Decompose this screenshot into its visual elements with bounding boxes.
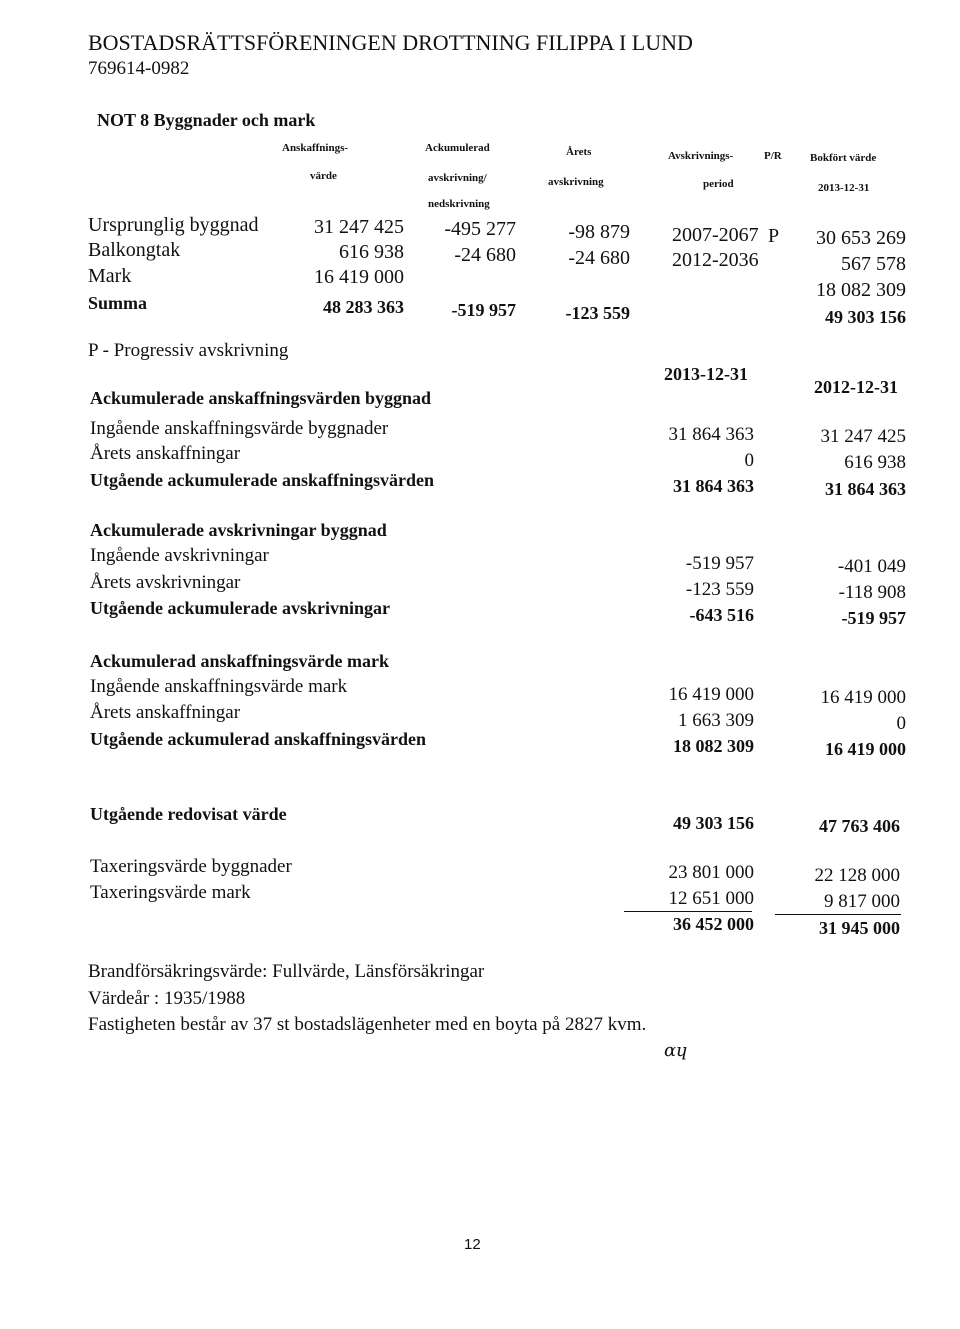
page-number: 12 — [464, 1236, 481, 1253]
section-row-value-2012: 0 — [896, 713, 906, 734]
row-label: Mark — [88, 265, 132, 287]
column-header-2013: 2013-12-31 — [664, 364, 748, 384]
section-row-value-2013: 31 864 363 — [668, 424, 754, 445]
section-row-value-2012: -401 049 — [837, 556, 906, 577]
section-row-value-2013: 18 082 309 — [673, 736, 754, 756]
footer-line-1: Brandförsäkringsvärde: Fullvärde, Länsförsäkringar — [88, 961, 485, 982]
section-row-value-2012: 31 864 363 — [825, 479, 906, 499]
row-period: 2007-2067 — [672, 224, 759, 246]
header-anskaffning-1: Anskaffnings- — [282, 142, 349, 154]
row-anskaffning: 16 419 000 — [314, 266, 404, 288]
row-anskaffning: 31 247 425 — [314, 216, 404, 238]
row-pr: P — [768, 225, 780, 247]
section-row-label: Ingående anskaffningsvärde byggnader — [90, 418, 389, 439]
section-row-label: Ingående avskrivningar — [90, 545, 269, 566]
section-title: Ackumulerade avskrivningar byggnad — [90, 520, 387, 540]
org-name: BOSTADSRÄTTSFÖRENINGEN DROTTNING FILIPPA I LUND — [88, 30, 693, 55]
summa-arets: -123 559 — [565, 303, 630, 323]
summa-anskaffning: 48 283 363 — [323, 297, 404, 317]
section-row-value-2013: -643 516 — [689, 605, 754, 625]
section-row-value-2012: 616 938 — [844, 452, 906, 473]
header-ackum-1: Ackumulerad — [425, 142, 490, 154]
summa-label: Summa — [88, 293, 148, 313]
header-period-1: Avskrivnings- — [668, 150, 734, 162]
section-row-value-2013: -123 559 — [685, 579, 754, 600]
section-row-value-2013: 31 864 363 — [673, 476, 754, 496]
section-row-value-2012: 31 247 425 — [820, 426, 906, 447]
summa-ackum: -519 957 — [451, 300, 516, 320]
section-row-label: Utgående ackumulerade anskaffningsvärden — [90, 470, 435, 490]
section-title: Ackumulerad anskaffningsvärde mark — [90, 651, 390, 671]
section-row-value-2013: -519 957 — [685, 553, 754, 574]
header-ackum-3: nedskrivning — [428, 198, 490, 210]
section-row-label: Årets anskaffningar — [90, 443, 241, 464]
taxering-total-2013: 36 452 000 — [673, 914, 754, 934]
header-anskaffning-2: värde — [310, 170, 337, 182]
taxering-value-2013: 12 651 000 — [668, 888, 754, 909]
header-bokfort-2: 2013-12-31 — [818, 182, 870, 194]
footer-line-3: Fastigheten består av 37 st bostadslägenheter med en boyta på 2827 kvm. — [88, 1014, 647, 1035]
footer-line-2: Värdeår : 1935/1988 — [88, 988, 246, 1009]
section-row-label: Utgående ackumulerad anskaffningsvärden — [90, 729, 427, 749]
sum-underline — [775, 914, 901, 915]
row-bokfort: 567 578 — [841, 253, 906, 275]
section-row-label: Årets anskaffningar — [90, 702, 241, 723]
row-anskaffning: 616 938 — [339, 241, 404, 263]
taxering-value-2012: 22 128 000 — [814, 865, 900, 886]
section-row-value-2012: -519 957 — [841, 608, 906, 628]
header-period-2: period — [703, 178, 734, 190]
row-arets: -98 879 — [568, 221, 630, 243]
row-bokfort: 30 653 269 — [816, 227, 906, 249]
section-row-value-2012: 16 419 000 — [820, 687, 906, 708]
header-arets-2: avskrivning — [548, 176, 604, 188]
summa-bokfort: 49 303 156 — [825, 307, 906, 327]
section-row-label: Ingående anskaffningsvärde mark — [90, 676, 348, 697]
taxering-value-2013: 23 801 000 — [668, 862, 754, 883]
header-ackum-2: avskrivning/ — [428, 172, 487, 184]
section-row-value-2013: 1 663 309 — [678, 710, 754, 731]
header-arets-1: Årets — [566, 146, 592, 158]
progressiv-note: P - Progressiv avskrivning — [88, 340, 289, 361]
sum-underline — [624, 911, 752, 912]
section-row-value-2013: 16 419 000 — [668, 684, 754, 705]
section-row-value-2013: 0 — [744, 450, 754, 471]
taxering-row-label: Taxeringsvärde mark — [90, 882, 251, 903]
taxering-value-2012: 9 817 000 — [824, 891, 900, 912]
taxering-total-2012: 31 945 000 — [819, 918, 900, 938]
row-ackum: -24 680 — [454, 244, 516, 266]
header-bokfort-1: Bokfört värde — [810, 152, 877, 164]
section-row-label: Årets avskrivningar — [90, 572, 241, 593]
row-arets: -24 680 — [568, 247, 630, 269]
column-header-2012: 2012-12-31 — [814, 377, 898, 397]
row-ackum: -495 277 — [444, 218, 516, 240]
section-row-label: Utgående ackumulerade avskrivningar — [90, 598, 391, 618]
redovisat-value-2012: 47 763 406 — [819, 816, 900, 836]
header-pr: P/R — [764, 150, 782, 162]
row-bokfort: 18 082 309 — [816, 279, 906, 301]
section-row-value-2012: -118 908 — [838, 582, 906, 603]
row-label: Ursprunglig byggnad — [88, 214, 259, 236]
redovisat-label: Utgående redovisat värde — [90, 804, 287, 824]
row-period: 2012-2036 — [672, 249, 759, 271]
handwritten-initials: ɑɥ — [664, 1040, 688, 1061]
org-number: 769614-0982 — [88, 58, 190, 79]
note-title: NOT 8 Byggnader och mark — [97, 110, 316, 130]
section-row-value-2012: 16 419 000 — [825, 739, 906, 759]
taxering-row-label: Taxeringsvärde byggnader — [90, 856, 292, 877]
section-title: Ackumulerade anskaffningsvärden byggnad — [90, 388, 432, 408]
redovisat-value-2013: 49 303 156 — [673, 813, 754, 833]
row-label: Balkongtak — [88, 239, 181, 261]
